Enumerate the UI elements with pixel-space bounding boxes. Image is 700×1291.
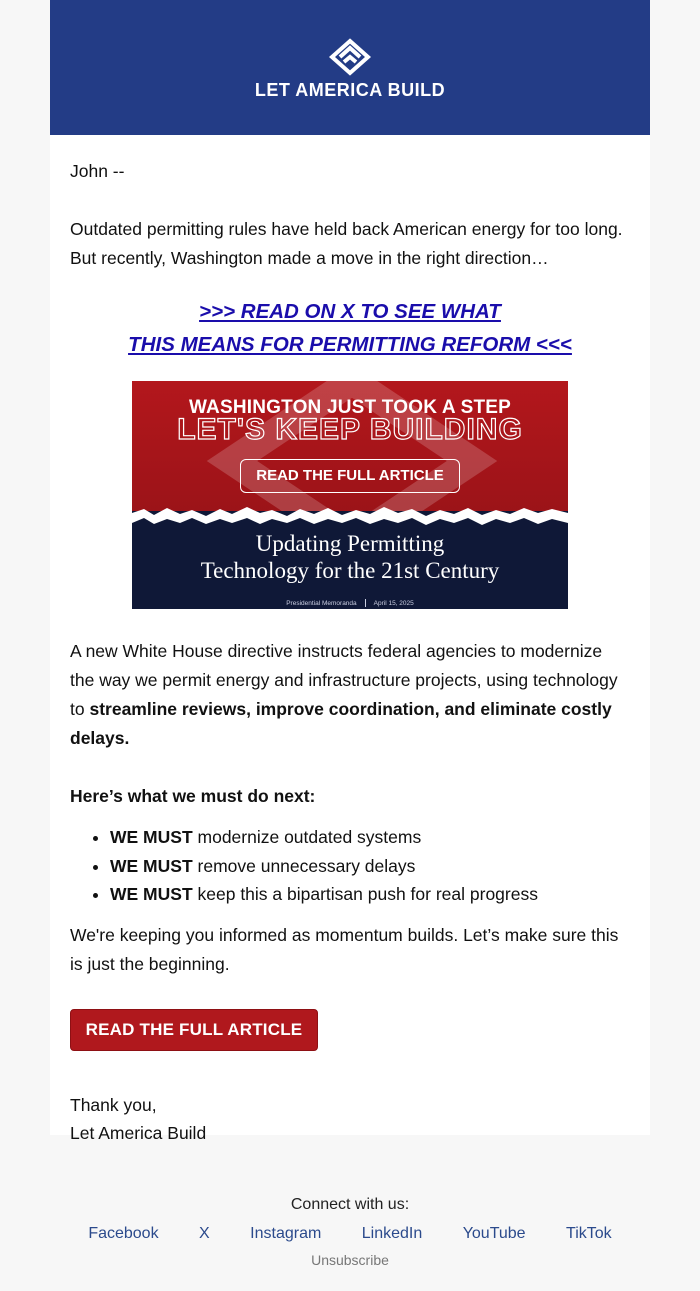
social-links [0, 1220, 700, 1248]
list-item: • WE MUST modernize outdated systems [110, 823, 630, 852]
outro-paragraph: We're keeping you informed as momentum builds. Let’s make sure this is just the beginning. [70, 924, 619, 974]
next-steps-heading: Here’s what we must do next: [70, 786, 316, 806]
banner-meta [132, 589, 568, 609]
brand-logo-icon [326, 38, 374, 76]
directive-bold-text: streamline reviews, improve coordination, and eliminate costly delays. [70, 699, 612, 748]
article-banner-image[interactable] [132, 381, 568, 609]
email-footer [0, 1190, 700, 1268]
email-body [50, 135, 650, 1143]
brand-name: LET AMERICA BUILD [254, 80, 446, 100]
linkedin-link[interactable]: LinkedIn [361, 1225, 423, 1242]
torn-paper-edge [132, 501, 568, 527]
list-item: • WE MUST remove unnecessary delays [110, 852, 630, 881]
banner-subtitle-line1: Updating Permitting [255, 531, 445, 556]
unsubscribe-link[interactable]: Unsubscribe [311, 1252, 389, 1268]
connect-label: Connect with us: [290, 1196, 410, 1213]
signature: Let America Build [70, 1122, 207, 1143]
list-item: • WE MUST keep this a bipartisan push for real progress [110, 880, 630, 909]
read-on-x-link[interactable] [70, 295, 630, 361]
banner-read-article-button: READ THE FULL ARTICLE [240, 459, 460, 493]
banner-meta-date: April 15, 2025 [373, 600, 414, 607]
banner-meta-category: Presidential Memoranda [286, 600, 357, 607]
signoff [70, 1091, 630, 1147]
facebook-link[interactable]: Facebook [88, 1225, 159, 1242]
banner-headline: WASHINGTON JUST TOOK A STEP [188, 397, 512, 418]
instagram-link[interactable]: Instagram [250, 1225, 322, 1242]
greeting: John -- [70, 161, 125, 181]
email-header [50, 0, 650, 135]
next-steps-list [70, 823, 630, 909]
banner-outline-headline: LET'S KEEP BUILDING [177, 413, 523, 446]
email-container [50, 0, 650, 1143]
tiktok-link[interactable]: TikTok [566, 1225, 612, 1242]
directive-text: A new White House directive instructs federal agencies to modernize the way we permit energy and infrastructure projects, using technology to [70, 641, 618, 719]
x-link[interactable]: X [199, 1225, 210, 1242]
thanks-text: Thank you, [70, 1094, 157, 1115]
read-on-x-link-line2[interactable]: THIS MEANS FOR PERMITTING REFORM <<< [128, 333, 572, 356]
directive-paragraph [70, 637, 630, 753]
read-on-x-link-line1[interactable]: >>> READ ON X TO SEE WHAT [199, 300, 501, 323]
youtube-link[interactable]: YouTube [462, 1225, 526, 1242]
banner-subtitle-line2: Technology for the 21st Century [200, 558, 500, 583]
intro-paragraph: Outdated permitting rules have held back American energy for too long. But recently, Washington made a move in the right direction… [70, 219, 623, 268]
read-full-article-button[interactable]: READ THE FULL ARTICLE [70, 1009, 318, 1051]
